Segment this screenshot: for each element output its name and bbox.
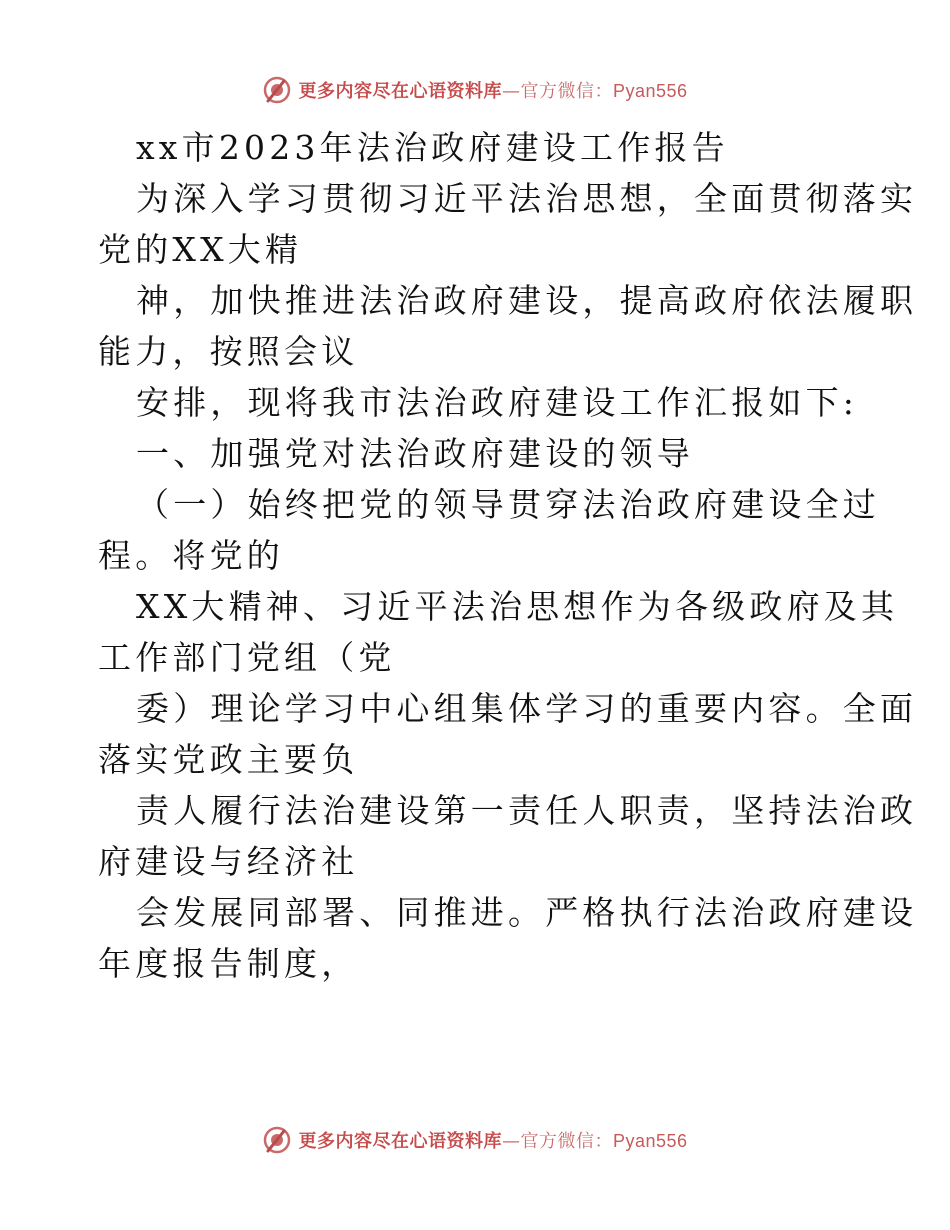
quill-seal-icon	[262, 1125, 292, 1155]
text-line: 府建设与经济社	[98, 842, 359, 881]
text-line: 年度报告制度，	[98, 944, 359, 983]
footer-watermark	[0, 1122, 950, 1158]
text-line: 责人履行法治建设第一责任人职责，坚持法治政	[136, 791, 918, 830]
text-line: XX大精神、习近平法治思想作为各级政府及其	[136, 587, 899, 626]
text-line: 神，加快推进法治政府建设，提高政府依法履职	[136, 281, 918, 320]
text-line: （一）始终把党的领导贯穿法治政府建设全过	[136, 485, 880, 524]
text-line: 程。将党的	[98, 536, 284, 575]
quill-seal-icon	[262, 75, 292, 105]
watermark-text: 更多内容尽在心语资料库—官方微信：Pyan556	[298, 1131, 688, 1152]
text-line: 能力，按照会议	[98, 332, 359, 371]
text-line: 一、加强党对法治政府建设的领导	[136, 434, 694, 473]
text-line: 工作部门党组（党	[98, 638, 396, 677]
document-body	[98, 122, 918, 989]
watermark-text: 更多内容尽在心语资料库—官方微信：Pyan556	[298, 81, 688, 102]
text-line: 党的XX大精	[98, 230, 303, 269]
text-line: 安排，现将我市法治政府建设工作汇报如下:	[136, 383, 859, 422]
text-line: 会发展同部署、同推进。严格执行法治政府建设	[136, 893, 918, 932]
text-line: xx市2023年法治政府建设工作报告	[136, 128, 729, 167]
text-line: 为深入学习贯彻习近平法治思想，全面贯彻落实	[136, 179, 918, 218]
text-line: 落实党政主要负	[98, 740, 359, 779]
text-line: 委）理论学习中心组集体学习的重要内容。全面	[136, 689, 918, 728]
header-watermark	[0, 72, 950, 108]
